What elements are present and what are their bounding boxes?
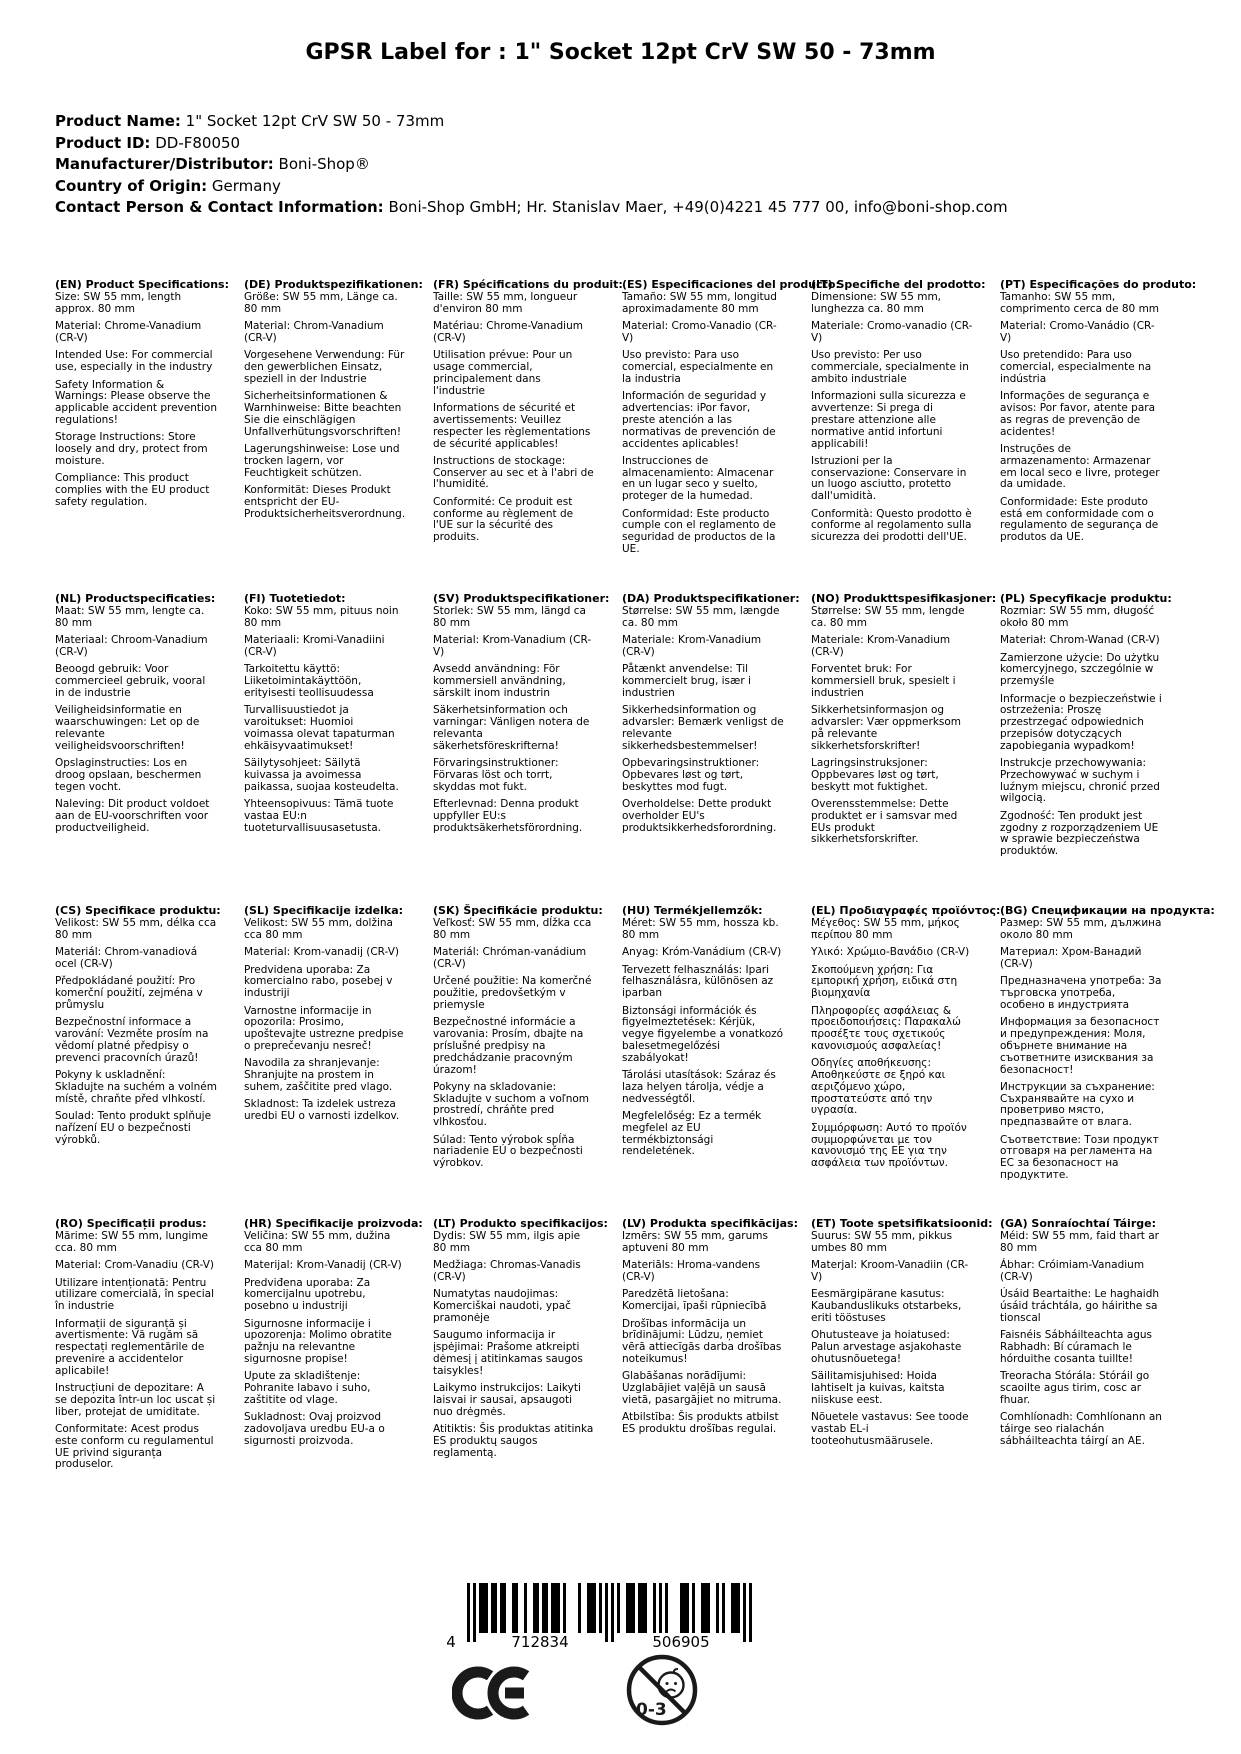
spec-paragraph: Sukladnost: Ovaj proizvod zadovoljava uredbu EU-a o sigurnosti proizvoda. [244, 1411, 385, 1447]
spec-paragraph: Instrucciones de almacenamiento: Almacenar en un lugar seco y suelto, proteger de la humedad. [622, 454, 774, 503]
spec-paragraph: Größe: SW 55 mm, Länge ca. 80 mm [244, 291, 398, 316]
language-block-en [55, 277, 229, 593]
spec-paragraph: Intended Use: For commercial use, especially in the industry [55, 349, 213, 374]
spec-paragraph: Ohutusteave ja hoiatused: Palun arvestage asjakohaste ohutusnõuetega! [811, 1329, 962, 1365]
spec-paragraph: Förvaringsinstruktioner: Förvaras löst och torrt, skyddas mot fukt. [433, 757, 559, 793]
spec-paragraph: Materiál: Chrom-vanadiová ocel (CR-V) [55, 946, 198, 971]
language-block-heading: (PL) Specyfikacje produktu: [1000, 591, 1172, 605]
language-block-heading: (NL) Productspecificaties: [55, 591, 216, 605]
manufacturer-row [55, 154, 1241, 176]
language-block-heading: (PT) Especificações do produto: [1000, 277, 1197, 291]
age-warning-0-3-icon [624, 1652, 700, 1732]
spec-paragraph: Informazioni sulla sicurezza e avvertenze: Si prega di prestare attenzione alle normative antid infortuni applicabili! [811, 390, 966, 450]
spec-paragraph: Materiál: Chróman-vanádium (CR-V) [433, 946, 587, 971]
spec-paragraph: Материал: Хром-Ванадий (CR-V) [1000, 946, 1142, 971]
spec-paragraph: Sikkerhetsinformasjon og advarsler: Vær oppmerksom på relevante sikkerhetsforskrifter! [811, 704, 962, 752]
spec-paragraph: Materiaali: Kromi-Vanadiini (CR-V) [244, 634, 385, 659]
spec-paragraph: Säkerhetsinformation och varningar: Vänligen notera de relevanta säkerhetsföreskrifterna! [433, 704, 590, 752]
spec-paragraph: Размер: SW 55 mm, дължина около 80 mm [1000, 917, 1162, 942]
spec-paragraph: Glabāšanas norādījumi: Uzglabājiet vaļējā un sausā vietā, pasargājiet no mitruma. [622, 1370, 782, 1406]
spec-paragraph: Konformität: Dieses Produkt entspricht der EU-Produktsicherheitsverordnung. [244, 483, 406, 520]
spec-paragraph: Maat: SW 55 mm, lengte ca. 80 mm [55, 605, 205, 630]
baby-eye-right [674, 1682, 677, 1685]
spec-paragraph: Инструкции за съхранение: Съхранявайте на сухо и проветриво място, предпазвайте от влага. [1000, 1080, 1155, 1129]
spec-paragraph: Overensstemmelse: Dette produktet er i samsvar med EUs produkt sikkerhetsforskrifter. [811, 797, 958, 846]
language-block-lt [433, 1216, 608, 1477]
spec-paragraph: Υλικό: Χρώμιο-Βανάδιο (CR-V) [811, 946, 970, 959]
spec-paragraph: Utilizare intenționată: Pentru utilizare comercială, în special în industrie [55, 1276, 215, 1313]
spec-paragraph: Informacje o bezpieczeństwie i ostrzeżenia: Proszę przestrzegać odpowiednich przepisów dotyczących zapobiegania wypadkom! [1000, 692, 1162, 752]
spec-paragraph: Materjal: Kroom-Vanadiin (CR-V) [811, 1259, 969, 1284]
spec-paragraph: Conformidade: Este produto está em conformidade com o regulamento de segurança de produtos da UE. [1000, 495, 1159, 544]
spec-paragraph: Avsedd användning: För kommersiell användning, särskilt inom industrin [433, 663, 566, 700]
language-block-heading: (SK) Špecifikácie produktu: [433, 903, 603, 917]
spec-paragraph: Instrucțiuni de depozitare: A se depozita într-un loc uscat și liber, protejat de umiditate. [55, 1382, 216, 1418]
spec-paragraph: Συμμόρφωση: Αυτό το προϊόν συμμορφώνεται με τον κανονισμό της ΕΕ για την ασφάλεια των προϊόντων. [811, 1121, 967, 1170]
language-block-heading: (BG) Спецификации на продукта: [1000, 903, 1215, 917]
language-block-it [811, 277, 986, 593]
spec-paragraph: Tarkoitettu käyttö: Liiketoimintakäyttöön, erityisesti teollisuudessa [244, 663, 374, 700]
spec-paragraph: Uso previsto: Para uso comercial, especialmente en la industria [622, 349, 774, 386]
language-block-pt [1000, 277, 1197, 593]
spec-paragraph: Paredzētā lietošana: Komercijai, īpaši rūpniecībā [622, 1288, 767, 1313]
spec-paragraph: Medžiaga: Chromas-Vanadis (CR-V) [433, 1259, 581, 1284]
spec-paragraph: Predvidena uporaba: Za komercialno rabo, posebej v industriji [244, 963, 393, 1000]
product-name-label: Product Name: [55, 112, 181, 130]
language-block-nl [55, 593, 217, 905]
spec-paragraph: Tervezett felhasználás: Ipari felhasználásra, különösen az iparban [622, 963, 774, 1000]
spec-paragraph: Materiāls: Hroma-vandens (CR-V) [622, 1259, 761, 1284]
spec-paragraph: Předpokládané použití: Pro komerční použití, zejména v průmyslu [55, 975, 203, 1012]
spec-paragraph: Informații de siguranță și avertismente: Vă rugăm să respectați reglementările de prevenire a accidentelor aplicabile! [55, 1317, 205, 1377]
spec-paragraph: Biztonsági információk és figyelmeztetések: Kérjük, vegye figyelembe a vonatkozó balesetmegelőzési szabályokat! [622, 1004, 784, 1064]
spec-paragraph: Soulad: Tento produkt splňuje nařízení EU o bezpečnosti výrobků. [55, 1109, 212, 1146]
spec-paragraph: Dimensione: SW 55 mm, lunghezza ca. 80 mm [811, 291, 942, 316]
spec-paragraph: Uso previsto: Per uso commerciale, specialmente in ambito industriale [811, 349, 969, 386]
language-block-heading: (DE) Produktspezifikationen: [244, 277, 423, 291]
language-block-heading: (LV) Produkta specifikācijas: [622, 1216, 798, 1230]
spec-paragraph: Información de seguridad y advertencias: iPor favor, preste atención a las normativas de prevención de accidentes aplicables! [622, 390, 776, 450]
product-id-label: Product ID: [55, 133, 151, 152]
spec-paragraph: Materiale: Krom-Vanadium (CR-V) [811, 634, 951, 659]
country-of-origin-row [55, 176, 1241, 198]
spec-paragraph: Koko: SW 55 mm, pituus noin 80 mm [244, 605, 399, 630]
spec-paragraph: Säilytysohjeet: Säilytä kuivassa ja avoimessa paikassa, suojaa kosteudelta. [244, 757, 399, 793]
spec-paragraph: Overholdelse: Dette produkt overholder EU's produktsikkerhedsforordning. [622, 797, 777, 834]
product-name-row [55, 111, 1241, 133]
spec-paragraph: Uso pretendido: Para uso comercial, especialmente na indústria [1000, 349, 1152, 386]
barcode-left-digits: 712834 [511, 1633, 569, 1651]
spec-paragraph: Atbilstība: Šis produkts atbilst ES produktu drošības regulai. [622, 1411, 779, 1435]
spec-paragraph: Anyag: Króm-Vanádium (CR-V) [622, 946, 782, 959]
spec-paragraph: Sikkerhedsinformation og advarsler: Bemærk venligst de relevante sikkerhedsbestemmelser! [622, 704, 784, 752]
spec-paragraph: Σκοπούμενη χρήση: Για εμπορική χρήση, ειδικά στη βιομηχανία [811, 963, 958, 1000]
spec-paragraph: Eesmärgipärane kasutus: Kaubanduslikuks otstarbeks, eriti tööstuses [811, 1288, 962, 1325]
spec-paragraph: Μέγεθος: SW 55 mm, μήκος περίπου 80 mm [811, 917, 960, 942]
spec-paragraph: Storage Instructions: Store loosely and dry, protect from moisture. [55, 431, 208, 467]
spec-paragraph: Instructions de stockage: Conserver au sec et à l'abri de l'humidité. [433, 454, 594, 491]
spec-paragraph: Conformità: Questo prodotto è conforme al regolamento sulla sicurezza dei prodotti dell'UE. [811, 507, 972, 544]
spec-paragraph: Materiale: Cromo-vanadio (CR-V) [811, 320, 973, 345]
spec-paragraph: Sigurnosne informacije i upozorenja: Molimo obratite pažnju na relevantne sigurnosne propise! [244, 1317, 392, 1365]
language-block-heading: (IT) Specifiche del prodotto: [811, 277, 986, 291]
manufacturer-value: Boni-Shop® [278, 155, 370, 173]
manufacturer-label: Manufacturer/Distributor: [55, 155, 274, 173]
language-block-heading: (SL) Specifikacije izdelka: [244, 903, 404, 917]
language-block-heading: (FI) Tuotetiedot: [244, 591, 346, 605]
spec-paragraph: Méret: SW 55 mm, hossza kb. 80 mm [622, 917, 779, 942]
spec-paragraph: Faisnéis Sábháilteachta agus Rabhadh: Bí cúramach le hórduithe cosanta tuillte! [1000, 1329, 1152, 1365]
spec-paragraph: Zamierzone użycie: Do użytku komercyjnego, szczególnie w przemyśle [1000, 651, 1160, 688]
spec-paragraph: Méid: SW 55 mm, faid thart ar 80 mm [1000, 1230, 1159, 1255]
contact-row [55, 197, 1241, 219]
ce-letter-c [457, 1672, 490, 1714]
spec-paragraph: Vorgesehene Verwendung: Für den gewerblichen Einsatz, speziell in der Industrie [244, 349, 405, 386]
language-block-heading: (GA) Sonraíochtaí Táirge: [1000, 1216, 1156, 1230]
language-block-cs [55, 903, 221, 1218]
spec-paragraph: Atitiktis: Šis produktas atitinka ES produktų saugos reglamentą. [433, 1422, 594, 1459]
baby-mouth [667, 1690, 676, 1692]
spec-paragraph: Materiale: Krom-Vanadium (CR-V) [622, 634, 762, 659]
spec-paragraph: Materijal: Krom-Vanadij (CR-V) [244, 1259, 402, 1272]
spec-paragraph: Tárolási utasítások: Száraz és laza helyen tárolja, védje a nedvességtől. [622, 1069, 776, 1105]
spec-paragraph: Material: Krom-vanadij (CR-V) [244, 946, 399, 959]
spec-paragraph: Lagringsinstruksjoner: Oppbevares løst og tørt, beskytt mot fuktighet. [811, 757, 939, 793]
spec-paragraph: Istruzioni per la conservazione: Conservare in un luogo asciutto, protetto dall'umidità. [811, 454, 967, 503]
spec-paragraph: Veiligheidsinformatie en waarschuwingen: Let op de relevante veiligheidsvoorschriften! [55, 704, 200, 752]
language-block-heading: (ES) Especificaciones del producto: [622, 277, 840, 291]
spec-paragraph: Material: Crom-Vanadiu (CR-V) [55, 1259, 214, 1272]
product-name-value: 1" Socket 12pt CrV SW 50 - 73mm [185, 112, 445, 130]
language-block-et [811, 1216, 993, 1477]
baby-face [659, 1673, 684, 1698]
spec-paragraph: Izmērs: SW 55 mm, garums aptuveni 80 mm [622, 1230, 768, 1255]
spec-paragraph: Zgodność: Ten produkt jest zgodny z rozporządzeniem UE w sprawie bezpieczeństwa produktów. [1000, 809, 1159, 858]
language-block-heading: (RO) Specificații produs: [55, 1216, 207, 1230]
barcode-right-digits: 506905 [652, 1633, 710, 1651]
spec-paragraph: Størrelse: SW 55 mm, lengde ca. 80 mm [811, 605, 965, 630]
language-block-heading: (CS) Specifikace produktu: [55, 903, 221, 917]
spec-paragraph: Size: SW 55 mm, length approx. 80 mm [55, 291, 182, 316]
contact-label: Contact Person & Contact Information: [55, 198, 384, 216]
spec-paragraph: Comhlíonadh: Comhlíonann an táirge seo rialachán sábháilteachta táirgí an AE. [1000, 1411, 1162, 1447]
spec-paragraph: Megfelelőség: Ez a termék megfelel az EU termékbiztonsági rendeletének. [622, 1109, 762, 1158]
spec-paragraph: Pokyny na skladovanie: Skladujte v suchom a voľnom prostredí, chráňte pred vlhkosťou. [433, 1080, 589, 1129]
language-block-es [622, 277, 840, 593]
language-block-no [811, 591, 997, 905]
language-block-fi [244, 593, 406, 905]
language-block-ga [1000, 1218, 1162, 1477]
language-block-sk [433, 903, 603, 1218]
language-grid [55, 279, 1241, 1477]
barcode-first-digit: 4 [446, 1633, 456, 1651]
language-block-hu [622, 905, 784, 1218]
language-block-heading: (NO) Produkttspesifikasjoner: [811, 591, 997, 605]
spec-paragraph: Conformidad: Este producto cumple con el reglamento de seguridad de productos de la UE. [622, 507, 776, 555]
age-range-label: 0-3 [636, 1700, 667, 1720]
spec-paragraph: Opbevaringsinstruktioner: Opbevares løst og tørt, beskyttes mod fugt. [622, 757, 760, 793]
spec-paragraph: Οδηγίες αποθήκευσης: Αποθηκεύστε σε ξηρό και αεριζόμενο χώρο, προστατεύστε από την υγρασία. [811, 1057, 946, 1117]
spec-paragraph: Størrelse: SW 55 mm, længde ca. 80 mm [622, 605, 780, 630]
spec-paragraph: Velikost: SW 55 mm, délka cca 80 mm [55, 917, 217, 942]
spec-paragraph: Instruções de armazenamento: Armazenar em local seco e livre, proteger da umidade. [1000, 443, 1160, 491]
spec-paragraph: Naleving: Dit product voldoet aan de EU-voorschriften voor productveiligheid. [55, 797, 210, 834]
spec-paragraph: Yhteensopivuus: Tämä tuote vastaa EU:n tuoteturvallisuusasetusta. [244, 797, 394, 834]
spec-paragraph: Bezpečnostné informácie a varovania: Prosím, dbajte na príslušné predpisy na predchádzanie pracovným úrazom! [433, 1016, 584, 1076]
spec-paragraph: Material: Cromo-Vanadio (CR-V) [622, 320, 777, 345]
product-id-row [55, 133, 1241, 155]
language-block-heading: (DA) Produktspecifikationer: [622, 591, 800, 605]
spec-paragraph: Saugumo informacija ir įspėjimai: Prašome atkreipti dėmesį į atitinkamas saugos taisykles! [433, 1329, 583, 1377]
spec-paragraph: Compliance: This product complies with the EU product safety regulation. [55, 472, 210, 508]
spec-paragraph: Velikost: SW 55 mm, dolžina cca 80 mm [244, 917, 393, 942]
ean-barcode [443, 1583, 758, 1657]
language-block-heading: (LT) Produkto specifikacijos: [433, 1216, 608, 1230]
spec-paragraph: Safety Information & Warnings: Please observe the applicable accident prevention regulations! [55, 378, 217, 426]
spec-paragraph: Navodila za shranjevanje: Shranjujte na prostem in suhem, zaščitite pred vlago. [244, 1057, 393, 1093]
product-info-section [55, 111, 1241, 219]
spec-paragraph: Säilitamisjuhised: Hoida lahtiselt ja kuivas, kaitsta niiskuse eest. [811, 1370, 945, 1406]
page-title: GPSR Label for : 1" Socket 12pt CrV SW 50 - 73mm [305, 40, 936, 65]
language-block-heading: (HR) Specifikacije proizvoda: [244, 1216, 423, 1230]
language-block-sl [244, 905, 406, 1218]
spec-paragraph: Tamaño: SW 55 mm, longitud aproximadamente 80 mm [622, 291, 777, 316]
language-block-pl [1000, 591, 1172, 905]
spec-paragraph: Laikymo instrukcijos: Laikyti laisvai ir sausai, apsaugoti nuo drėgmės. [433, 1382, 581, 1418]
spec-paragraph: Bezpečnostní informace a varování: Vezměte prosím na vědomí platné předpisy o prevenci pracovních úrazů! [55, 1016, 209, 1064]
spec-paragraph: Utilisation prévue: Pour un usage commercial, principalement dans l'industrie [433, 349, 573, 397]
language-block-ro [55, 1218, 217, 1477]
spec-paragraph: Úsáid Beartaithe: Le haghaidh úsáid tráchtála, go háirithe sa tionscal [1000, 1288, 1160, 1325]
spec-paragraph: Upute za skladištenje: Pohranite labavo i suho, zaštitite od vlage. [244, 1370, 371, 1406]
spec-paragraph: Πληροφορίες ασφάλειας & προειδοποιήσεις: Παρακαλώ προσέξτε τους σχετικούς κανονισμούς ασφαλείας! [811, 1004, 961, 1052]
country-of-origin-value: Germany [211, 176, 281, 195]
language-block-el [811, 903, 1001, 1218]
spec-paragraph: Nõuetele vastavus: See toode vastab EL-i tooteohutusmäärusele. [811, 1411, 969, 1447]
spec-paragraph: Material: Chrome-Vanadium (CR-V) [55, 320, 202, 345]
language-block-heading: (HU) Termékjellemzők: [622, 903, 763, 917]
spec-paragraph: Lagerungshinweise: Lose und trocken lagern, vor Feuchtigkeit schützen. [244, 443, 400, 479]
spec-paragraph: Информация за безопасност и предупреждения: Моля, обърнете внимание на съответните изисквания за безопасност! [1000, 1016, 1160, 1076]
language-block-hr [244, 1216, 423, 1477]
spec-paragraph: Conformitate: Acest produs este conform cu regulamentul UE privind siguranța produselor. [55, 1422, 214, 1471]
spec-paragraph: Súlad: Tento výrobok spĺňa nariadenie EÚ o bezpečnosti výrobkov. [433, 1133, 583, 1170]
spec-paragraph: Ábhar: Cróimiam-Vanadium (CR-V) [1000, 1259, 1145, 1284]
spec-paragraph: Veličina: SW 55 mm, dužina cca 80 mm [244, 1230, 391, 1255]
country-of-origin-label: Country of Origin: [55, 176, 208, 195]
spec-paragraph: Pokyny k uskladnění: Skladujte na suchém a volném místě, chraňte před vlhkostí. [55, 1069, 217, 1105]
baby-eye-left [666, 1682, 669, 1685]
language-block-de [244, 277, 423, 593]
spec-paragraph: Instrukcje przechowywania: Przechowywać w suchym i luźnym miejscu, chronić przed wilgocią. [1000, 757, 1160, 805]
contact-value: Boni-Shop GmbH; Hr. Stanislav Maer, +49(0)4221 45 777 00, info@boni-shop.com [388, 198, 1008, 216]
spec-paragraph: Materiaal: Chroom-Vanadium (CR-V) [55, 634, 208, 659]
spec-paragraph: Efterlevnad: Denna produkt uppfyller EU:s produktsäkerhetsförordning. [433, 797, 583, 834]
spec-paragraph: Dydis: SW 55 mm, ilgis apie 80 mm [433, 1230, 581, 1255]
language-block-fr [433, 277, 623, 593]
spec-paragraph: Predviđena uporaba: Za komercijalnu upotrebu, posebno u industriji [244, 1276, 371, 1313]
language-block-sv [433, 591, 610, 905]
spec-paragraph: Rozmiar: SW 55 mm, długość około 80 mm [1000, 605, 1155, 630]
spec-paragraph: Material: Cromo-Vanádio (CR-V) [1000, 320, 1155, 345]
spec-paragraph: Informations de sécurité et avertissements: Veuillez respecter les règlementations de sécurité applicables! [433, 402, 591, 450]
spec-paragraph: Informações de segurança e avisos: Por favor, atente para as regras de prevenção de acidentes! [1000, 390, 1156, 438]
spec-paragraph: Съответствие: Този продукт отговаря на регламента на ЕС за безопасност на продуктите. [1000, 1133, 1159, 1181]
spec-paragraph: Opslaginstructies: Los en droog opslaan, beschermen tegen vocht. [55, 757, 202, 793]
language-block-heading: (EL) Προδιαγραφές προϊόντος: [811, 903, 1001, 917]
spec-paragraph: Suurus: SW 55 mm, pikkus umbes 80 mm [811, 1230, 953, 1255]
spec-paragraph: Material: Krom-Vanadium (CR-V) [433, 634, 592, 659]
language-block-heading: (EN) Product Specifications: [55, 277, 229, 291]
spec-paragraph: Предназначена употреба: За търговска употреба, особено в индустрията [1000, 975, 1162, 1012]
spec-paragraph: Mărime: SW 55 mm, lungime cca. 80 mm [55, 1230, 209, 1255]
spec-paragraph: Taille: SW 55 mm, longueur d'environ 80 mm [433, 291, 578, 316]
language-block-lv [622, 1216, 798, 1477]
spec-paragraph: Matériau: Chrome-Vanadium (CR-V) [433, 320, 583, 345]
spec-paragraph: Veľkosť: SW 55 mm, dĺžka cca 80 mm [433, 917, 592, 942]
spec-paragraph: Beoogd gebruik: Voor commercieel gebruik, vooral in de industrie [55, 663, 206, 700]
spec-paragraph: Sicherheitsinformationen & Warnhinweise: Bitte beachten Sie die einschlägigen Unfallverhütungsvorschriften! [244, 390, 402, 438]
spec-paragraph: Tamanho: SW 55 mm, comprimento cerca de 80 mm [1000, 291, 1160, 316]
spec-paragraph: Storlek: SW 55 mm, längd ca 80 mm [433, 605, 586, 630]
spec-paragraph: Numatytas naudojimas: Komerciškai naudoti, ypač pramonėje [433, 1288, 571, 1325]
language-block-heading: (FR) Spécifications du produit: [433, 277, 623, 291]
ce-mark-icon [452, 1662, 536, 1728]
spec-paragraph: Skladnost: Ta izdelek ustreza uredbi EU o varnosti izdelkov. [244, 1098, 400, 1122]
spec-paragraph: Conformité: Ce produit est conforme au règlement de l'UE sur la sécurité des produits. [433, 495, 574, 544]
spec-paragraph: Forventet bruk: For kommersiell bruk, spesielt i industrien [811, 663, 956, 700]
barcode-svg [443, 1583, 758, 1653]
spec-paragraph: Treoracha Stórála: Stóráil go scaoilte agus tirim, cosc ar fhuar. [1000, 1370, 1150, 1406]
spec-paragraph: Påtænkt anvendelse: Til kommercielt brug, især i industrien [622, 663, 751, 700]
spec-paragraph: Drošības informācija un brīdinājumi: Lūdzu, ņemiet vērā attiecīgās darba drošības noteikumus! [622, 1317, 782, 1365]
product-id-value: DD-F80050 [155, 133, 241, 152]
spec-paragraph: Turvallisuustiedot ja varoitukset: Huomioi voimassa olevat tapaturman ehkäisyvaatimukset! [244, 704, 395, 752]
language-block-bg [1000, 903, 1215, 1218]
spec-paragraph: Material: Chrom-Vanadium (CR-V) [244, 320, 384, 345]
language-block-da [622, 591, 800, 905]
language-block-heading: (ET) Toote spetsifikatsioonid: [811, 1216, 993, 1230]
spec-paragraph: Varnostne informacije in opozorila: Prosimo, upoštevajte ustrezne predpise o preprečevanju nesreč! [244, 1004, 404, 1052]
spec-paragraph: Materiał: Chrom-Wanad (CR-V) [1000, 634, 1160, 647]
language-block-heading: (SV) Produktspecifikationer: [433, 591, 610, 605]
spec-paragraph: Určené použitie: Na komerčné použitie, predovšetkým v priemysle [433, 975, 592, 1012]
